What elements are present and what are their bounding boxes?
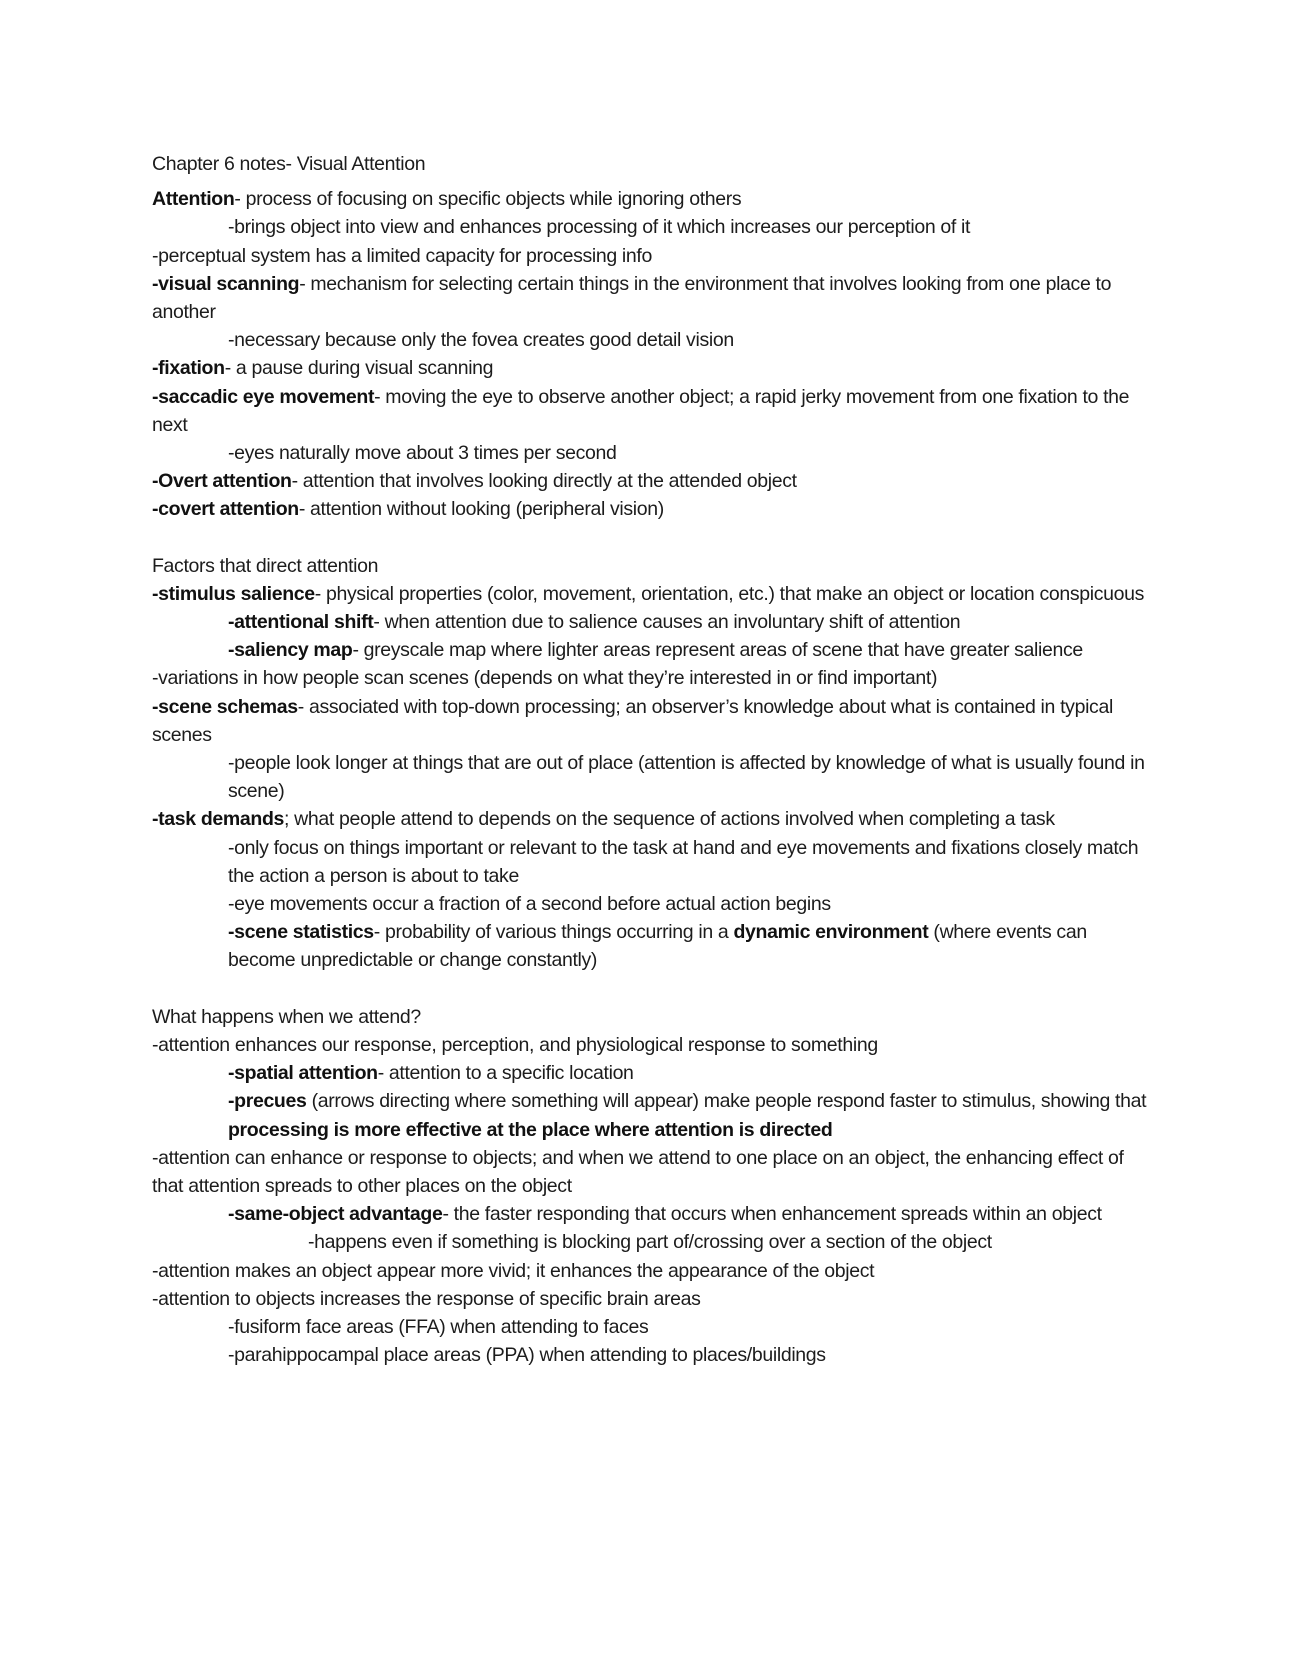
term-bold: -scene statistics: [228, 921, 374, 944]
text-run: -attention enhances our response, perception, and physiological response to something: [152, 1033, 878, 1056]
text-run: -attention to objects increases the response of specific brain areas: [152, 1287, 701, 1310]
text-run: - moving the eye to observe another object; a rapid jerky movement from one fixation to the next: [152, 385, 1130, 436]
note-line: [152, 1257, 1152, 1285]
note-line: [152, 495, 1152, 523]
note-line: [152, 1228, 1152, 1256]
note-line: [152, 185, 1152, 213]
term-bold: processing is more effective at the place where attention is directed: [228, 1118, 833, 1141]
note-line: [152, 1313, 1152, 1341]
term-bold: -saliency map: [228, 639, 353, 662]
note-line: [152, 834, 1152, 890]
note-line: [152, 890, 1152, 918]
note-line: [152, 1031, 1152, 1059]
text-run: -variations in how people scan scenes (depends on what they’re interested in or find important): [152, 667, 938, 690]
term-bold: -stimulus salience: [152, 582, 315, 605]
text-run: -happens even if something is blocking part of/crossing over a section of the object: [308, 1231, 992, 1254]
note-line: [152, 1087, 1152, 1143]
term-bold: -Overt attention: [152, 470, 292, 493]
note-line: [152, 1144, 1152, 1200]
text-run: Chapter 6 notes- Visual Attention: [152, 153, 426, 175]
term-bold: -task demands: [152, 808, 284, 831]
text-run: -attention can enhance or response to objects; and when we attend to one place on an object, the enhancing effect of that attention spreads to other places on the object: [152, 1146, 1124, 1197]
note-line: [152, 918, 1152, 974]
note-line: [152, 354, 1152, 382]
note-line: [152, 552, 1152, 580]
note-line: [152, 242, 1152, 270]
section-gap: [152, 975, 1152, 1003]
note-line: [152, 1003, 1152, 1031]
term-bold: -same-object advantage: [228, 1203, 443, 1226]
notes-section: [152, 552, 1152, 975]
term-bold: Attention: [152, 188, 235, 211]
text-run: - mechanism for selecting certain things in the environment that involves looking from one place to another: [152, 272, 1112, 324]
text-run: - when attention due to salience causes an involuntary shift of attention: [373, 611, 961, 634]
text-run: - associated with top-down processing; an observer’s knowledge about what is contained in typical scenes: [152, 695, 1113, 746]
note-line: [152, 636, 1152, 664]
text-run: (arrows directing where something will appear) make people respond faster to stimulus, showing that: [306, 1090, 1147, 1113]
note-line: [152, 580, 1152, 608]
term-bold: -spatial attention: [228, 1062, 378, 1085]
text-run: -brings object into view and enhances processing of it which increases our perception of it: [228, 216, 971, 239]
term-bold: -scene schemas: [152, 695, 298, 718]
notes-section: [152, 150, 1152, 524]
text-run: - the faster responding that occurs when enhancement spreads within an object: [442, 1203, 1102, 1226]
term-bold: -covert attention: [152, 498, 299, 521]
note-line: [152, 467, 1152, 495]
text-run: - process of focusing on specific objects while ignoring others: [234, 188, 742, 211]
text-run: - attention that involves looking directly at the attended object: [291, 470, 797, 493]
notes-section: [152, 1003, 1152, 1370]
document-page: [152, 150, 1152, 1369]
text-run: -attention makes an object appear more vivid; it enhances the appearance of the object: [152, 1259, 875, 1282]
note-line: [152, 213, 1152, 241]
note-line: [152, 1059, 1152, 1087]
note-line: [152, 1200, 1152, 1228]
note-line: [152, 805, 1152, 833]
text-run: - attention to a specific location: [377, 1062, 634, 1085]
text-run: Factors that direct attention: [152, 554, 379, 577]
note-line: [152, 270, 1152, 326]
note-line: [152, 326, 1152, 354]
text-run: What happens when we attend?: [152, 1005, 421, 1028]
term-bold: dynamic environment: [733, 921, 929, 944]
text-run: (where events can become unpredictable or change constantly): [228, 921, 1087, 972]
document-title: [152, 150, 1152, 178]
note-line: [152, 1285, 1152, 1313]
text-run: -only focus on things important or relevant to the task at hand and eye movements and fixations closely match the action a person is about to take: [228, 836, 1139, 887]
term-bold: -saccadic eye movement: [152, 385, 375, 408]
note-line: [152, 749, 1152, 805]
text-run: - probability of various things occurring in a: [373, 921, 734, 944]
term-bold: -attentional shift: [228, 611, 374, 634]
note-line: [152, 439, 1152, 467]
note-line: [152, 693, 1152, 749]
text-run: -necessary because only the fovea creates good detail vision: [228, 329, 734, 352]
text-run: - physical properties (color, movement, orientation, etc.) that make an object or location conspicuous: [314, 582, 1144, 605]
note-line: [152, 664, 1152, 692]
text-run: - attention without looking (peripheral vision): [298, 498, 664, 521]
text-run: - greyscale map where lighter areas represent areas of scene that have greater salience: [352, 639, 1083, 662]
text-run: -perceptual system has a limited capacity for processing info: [152, 244, 652, 267]
term-bold: -precues: [228, 1090, 307, 1113]
term-bold: -visual scanning: [152, 272, 300, 295]
text-run: -eye movements occur a fraction of a second before actual action begins: [228, 893, 831, 916]
text-run: ; what people attend to depends on the sequence of actions involved when completing a task: [284, 808, 1055, 831]
section-gap: [152, 524, 1152, 552]
note-line: [152, 608, 1152, 636]
note-line: [152, 1341, 1152, 1369]
text-run: -parahippocampal place areas (PPA) when attending to places/buildings: [228, 1344, 826, 1367]
text-run: -people look longer at things that are out of place (attention is affected by knowledge of what is usually found in scene): [228, 752, 1145, 803]
term-bold: -fixation: [152, 357, 225, 380]
text-run: -eyes naturally move about 3 times per second: [228, 442, 617, 465]
text-run: - a pause during visual scanning: [224, 357, 494, 380]
note-line: [152, 383, 1152, 439]
text-run: -fusiform face areas (FFA) when attending to faces: [228, 1315, 649, 1338]
